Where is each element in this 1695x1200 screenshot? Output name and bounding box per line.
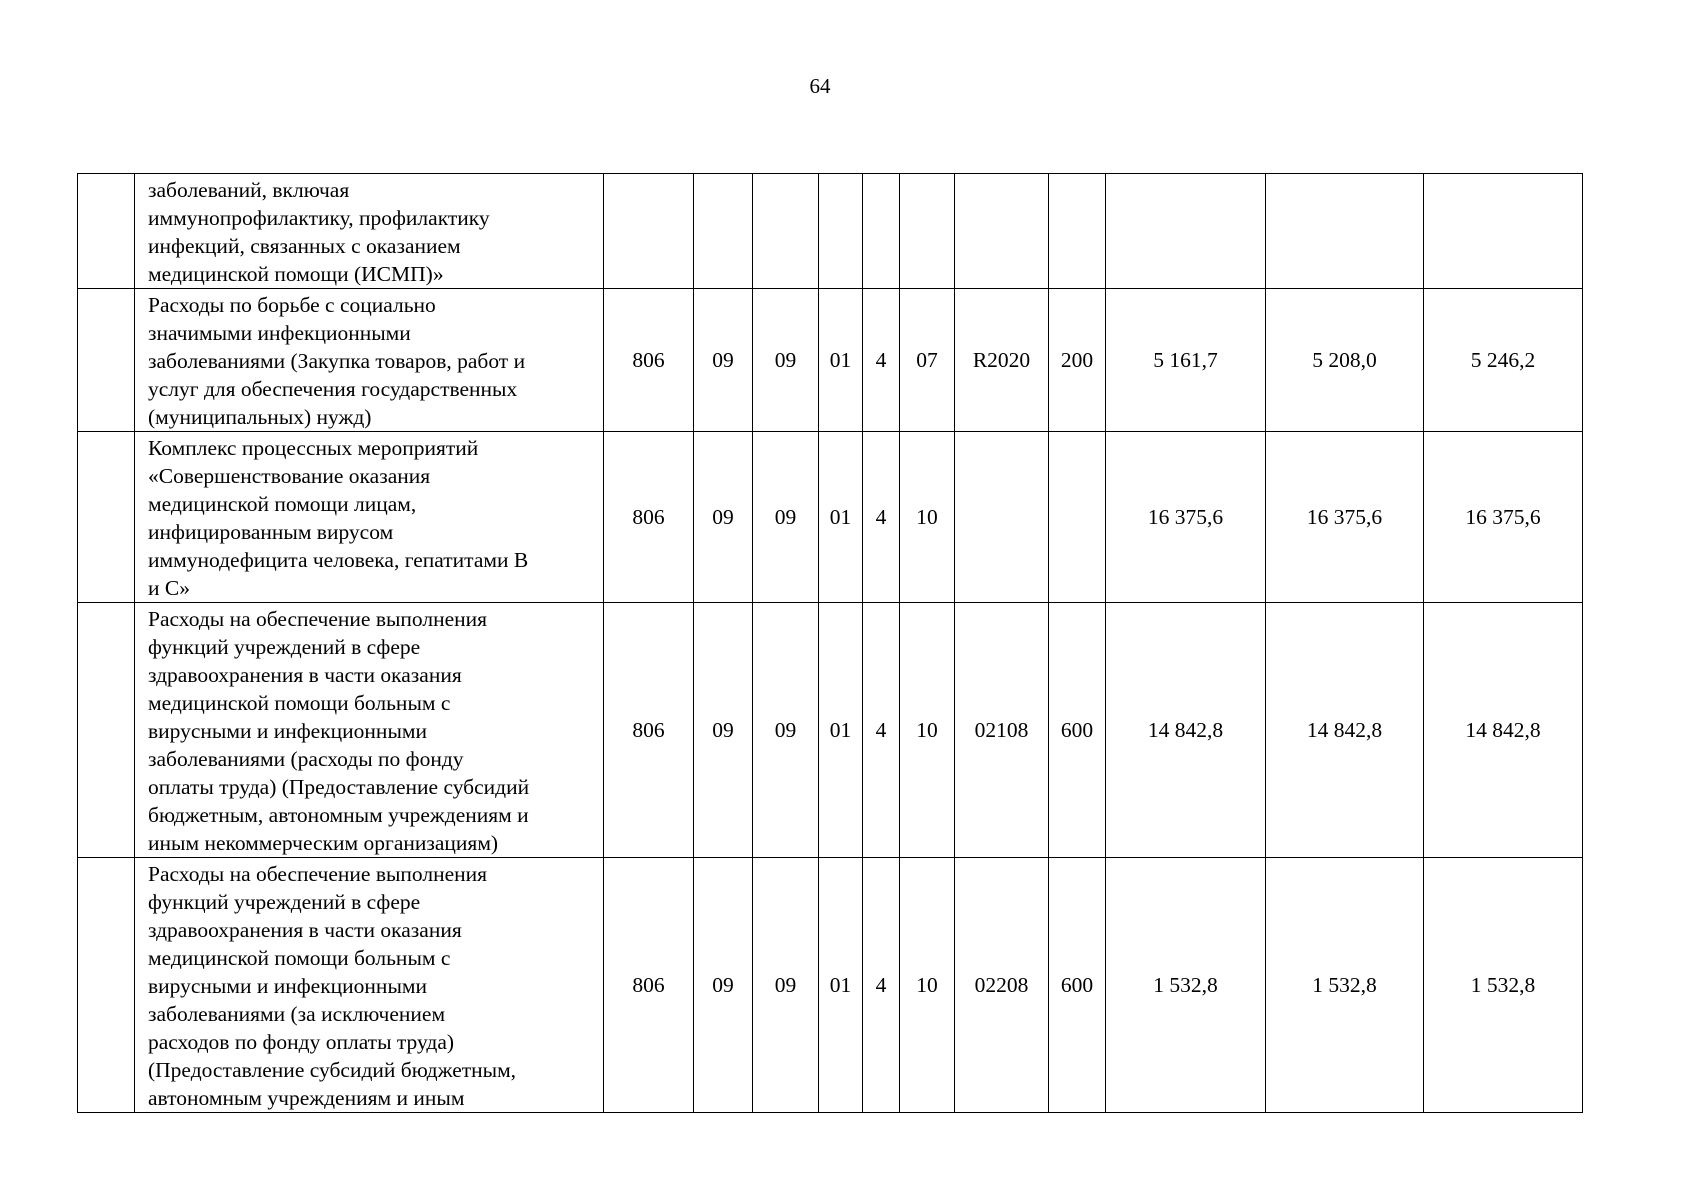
expense-type-cell: 600 — [1049, 603, 1106, 858]
row-number-cell — [78, 858, 135, 1113]
table-row — [78, 432, 1583, 603]
section-code-cell — [694, 174, 753, 289]
event-code-cell: 10 — [900, 603, 955, 858]
sum-year-1-cell: 16 375,6 — [1106, 432, 1266, 603]
program-code-cell: 01 — [819, 858, 863, 1113]
direction-code-cell: 4 — [863, 603, 900, 858]
page-number: 64 — [809, 74, 831, 98]
target-code-cell — [955, 174, 1049, 289]
expense-name-cell: Комплекс процессных мероприятий «Совершенствование оказания медицинской помощи лицам, инфицированным вирусом иммунодефицита человека, гепатитами B и C» — [135, 432, 604, 603]
sum-year-3-cell: 14 842,8 — [1424, 603, 1583, 858]
expense-name-cell: Расходы на обеспечение выполнения функций учреждений в сфере здравоохранения в части оказания медицинской помощи больным с вирусными и инфекционными заболеваниями (расходы по фонду оплаты труда) (Предоставление субсидий бюджетным, автономным учреждениям и иным некоммерческим организациям) — [135, 603, 604, 858]
target-code-cell — [955, 432, 1049, 603]
budget-table — [77, 173, 1583, 1113]
subsection-code-cell: 09 — [753, 289, 819, 432]
direction-code-cell: 4 — [863, 858, 900, 1113]
subsection-code-cell: 09 — [753, 432, 819, 603]
sum-year-1-cell — [1106, 174, 1266, 289]
expense-type-cell: 600 — [1049, 858, 1106, 1113]
sum-year-1-cell: 1 532,8 — [1106, 858, 1266, 1113]
row-number-cell — [78, 432, 135, 603]
event-code-cell: 10 — [900, 432, 955, 603]
row-number-cell — [78, 603, 135, 858]
program-code-cell: 01 — [819, 432, 863, 603]
expense-type-cell — [1049, 174, 1106, 289]
ministry-code-cell: 806 — [604, 858, 694, 1113]
expense-name-cell: Расходы по борьбе с социально значимыми инфекционными заболеваниями (Закупка товаров, работ и услуг для обеспечения государственных (муниципальных) нужд) — [135, 289, 604, 432]
program-code-cell: 01 — [819, 603, 863, 858]
subsection-code-cell — [753, 174, 819, 289]
table-row — [78, 858, 1583, 1113]
direction-code-cell — [863, 174, 900, 289]
expense-type-cell: 200 — [1049, 289, 1106, 432]
row-number-cell — [78, 289, 135, 432]
ministry-code-cell: 806 — [604, 289, 694, 432]
sum-year-3-cell — [1424, 174, 1583, 289]
event-code-cell: 07 — [900, 289, 955, 432]
expense-type-cell — [1049, 432, 1106, 603]
ministry-code-cell: 806 — [604, 603, 694, 858]
table-row — [78, 289, 1583, 432]
ministry-code-cell: 806 — [604, 432, 694, 603]
table-row — [78, 174, 1583, 289]
table-row — [78, 603, 1583, 858]
program-code-cell: 01 — [819, 289, 863, 432]
target-code-cell: R2020 — [955, 289, 1049, 432]
direction-code-cell: 4 — [863, 432, 900, 603]
section-code-cell: 09 — [694, 432, 753, 603]
section-code-cell: 09 — [694, 289, 753, 432]
event-code-cell — [900, 174, 955, 289]
expense-name-cell: Расходы на обеспечение выполнения функций учреждений в сфере здравоохранения в части оказания медицинской помощи больным с вирусными и инфекционными заболеваниями (за исключением расходов по фонду оплаты труда) (Предоставление субсидий бюджетным, автономным учреждениям и иным — [135, 858, 604, 1113]
sum-year-3-cell: 16 375,6 — [1424, 432, 1583, 603]
direction-code-cell: 4 — [863, 289, 900, 432]
sum-year-1-cell: 5 161,7 — [1106, 289, 1266, 432]
sum-year-1-cell: 14 842,8 — [1106, 603, 1266, 858]
expense-name-cell: заболеваний, включая иммунопрофилактику, профилактику инфекций, связанных с оказанием медицинской помощи (ИСМП)» — [135, 174, 604, 289]
target-code-cell: 02208 — [955, 858, 1049, 1113]
program-code-cell — [819, 174, 863, 289]
sum-year-2-cell — [1266, 174, 1424, 289]
sum-year-3-cell: 1 532,8 — [1424, 858, 1583, 1113]
event-code-cell: 10 — [900, 858, 955, 1113]
section-code-cell: 09 — [694, 603, 753, 858]
subsection-code-cell: 09 — [753, 858, 819, 1113]
sum-year-2-cell: 5 208,0 — [1266, 289, 1424, 432]
sum-year-2-cell: 14 842,8 — [1266, 603, 1424, 858]
target-code-cell: 02108 — [955, 603, 1049, 858]
section-code-cell: 09 — [694, 858, 753, 1113]
sum-year-3-cell: 5 246,2 — [1424, 289, 1583, 432]
subsection-code-cell: 09 — [753, 603, 819, 858]
sum-year-2-cell: 1 532,8 — [1266, 858, 1424, 1113]
ministry-code-cell — [604, 174, 694, 289]
sum-year-2-cell: 16 375,6 — [1266, 432, 1424, 603]
row-number-cell — [78, 174, 135, 289]
